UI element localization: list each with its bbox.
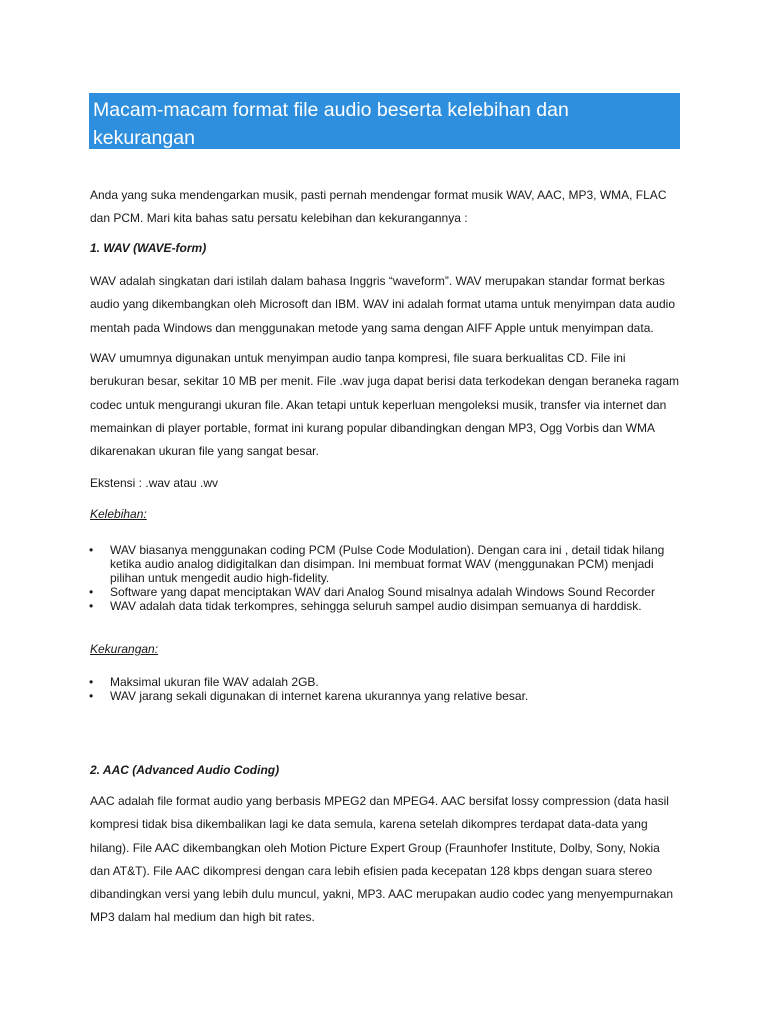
wav-kekurangan-list: [90, 675, 680, 703]
list-item: • WAV adalah data tidak terkompres, sehingga seluruh sampel audio disimpan semuanya di harddisk.: [89, 599, 642, 613]
list-item: • Maksimal ukuran file WAV adalah 2GB.: [89, 675, 319, 689]
section-heading-wav: 1. WAV (WAVE-form): [90, 241, 207, 255]
section-heading-aac: 2. AAC (Advanced Audio Coding): [90, 763, 280, 777]
wav-extension: Ekstensi : .wav atau .wv: [90, 476, 219, 490]
list-item: • WAV jarang sekali digunakan di internet karena ukurannya yang relative besar.: [89, 689, 529, 703]
bullet-icon: •: [89, 599, 94, 613]
intro-paragraph: Anda yang suka mendengarkan musik, pasti pernah mendengar format musik WAV, AAC, MP3, WMA, FLAC dan PCM. Mari kita bahas satu persatu kelebihan dan kekurangannya :: [90, 188, 667, 226]
wav-kekurangan-label: Kekurangan:: [90, 642, 159, 656]
aac-paragraph-1: AAC adalah file format audio yang berbasis MPEG2 dan MPEG4. AAC bersifat lossy compression (data hasil kompresi tidak bisa dikembalikan lagi ke data semula, karena setelah dikompres terdapat data-data yang hilang). File AAC dikembangkan oleh Motion Picture Expert Group (Fraunhofer Institute, Dolby, Sony, Nokia dan AT&T). File AAC dikompresi dengan cara lebih efisien pada kecepatan 128 kbps dengan suara stereo dibandingkan versi yang lebih dulu muncul, yakni, MP3. AAC merupakan audio codec yang menyempurnakan MP3 dalam hal medium dan high bit rates.: [90, 794, 674, 925]
wav-paragraph-1: WAV adalah singkatan dari istilah dalam bahasa Inggris “waveform”. WAV merupakan standar format berkas audio yang dikembangkan oleh Microsoft dan IBM. WAV ini adalah format utama untuk menyimpan data audio mentah pada Windows dan menggunakan metode yang sama dengan AIFF Apple untuk menyimpan data.: [90, 274, 675, 335]
bullet-icon: •: [89, 675, 94, 689]
bullet-icon: •: [89, 543, 94, 557]
bullet-icon: •: [89, 689, 94, 703]
wav-kelebihan-list: [90, 543, 680, 613]
wav-paragraph-2: WAV umumnya digunakan untuk menyimpan audio tanpa kompresi, file suara berkualitas CD. File ini berukuran besar, sekitar 10 MB per menit. File .wav juga dapat berisi data terkodekan dengan beraneka ragam codec untuk mengurangi ukuran file. Akan tetapi untuk keperluan mengoleksi musik, transfer via internet dan memainkan di player portable, format ini kurang popular dibandingkan dengan MP3, Ogg Vorbis dan WMA dikarenakan ukuran file yang sangat besar.: [90, 351, 680, 459]
list-item: • Software yang dapat menciptakan WAV dari Analog Sound misalnya adalah Windows Sound Recorder: [89, 585, 655, 599]
title-banner: [89, 93, 680, 149]
bullet-icon: •: [89, 585, 94, 599]
list-item: • WAV biasanya menggunakan coding PCM (Pulse Code Modulation). Dengan cara ini , detail tidak hilang ketika audio analog didigitalkan dan disimpan. Ini membuat format WAV (menggunakan PCM) menjadi pilihan untuk mengedit audio high-fidelity.: [89, 543, 665, 585]
document-title: Macam-macam format file audio beserta kelebihan dan kekurangan: [93, 99, 569, 149]
wav-kelebihan-label: Kelebihan:: [90, 507, 147, 521]
